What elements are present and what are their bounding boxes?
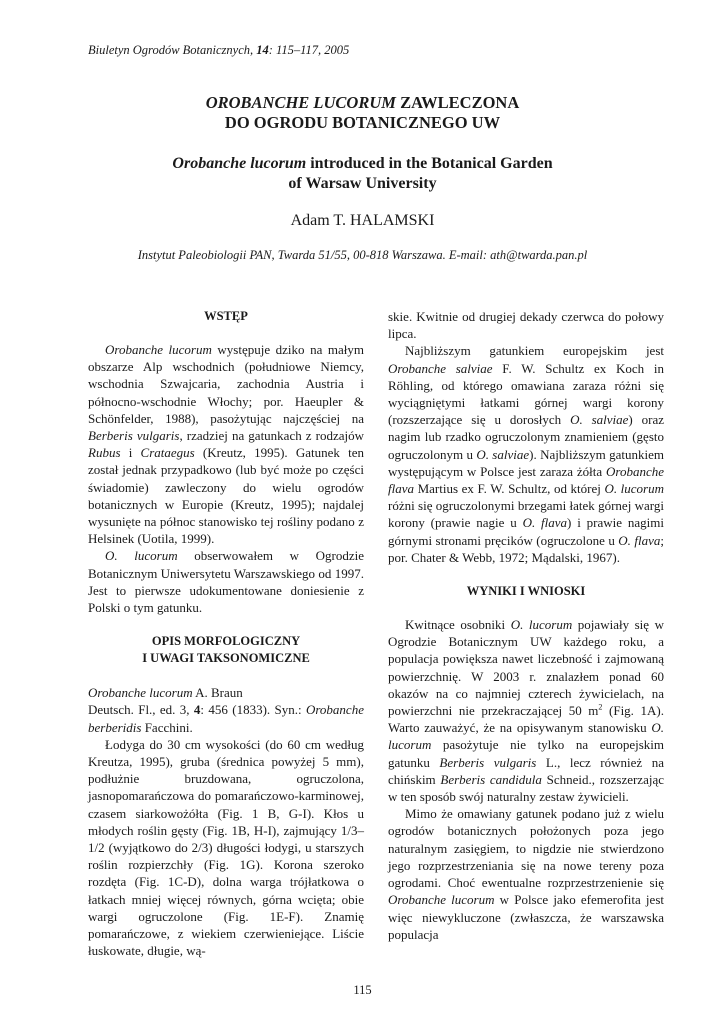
right-column [388, 308, 664, 943]
section-heading-wstep: WSTĘP [204, 309, 248, 323]
left-column [88, 308, 364, 960]
paragraph-morphology: Łodyga do 30 cm wysokości (do 60 cm według Kreutza, 1995), gruba (średnica powyżej 5 mm), podłużnie bruzdowana, ogruczolona, jasnopomarańczowa do pomarańczowo-karminowej, czasem siarkowożółta (Fig. 1 B, G-I). Kłos u młodych roślin gęsty (Fig. 1B, H-I), zajmujący 1/3–1/2 (wyjątkowo do 2/3) długości łodygi, u starszych roślin rozpierzchły (Fig. 1G). Korona szeroko rozdęta (Fig. 1C-D), dolna warga trójłatkowa o łatkach mniej więcej równych, górna wcięta; obie wargi ogruczolone (Fig. 1E-F). Znamię pomarańczowe, z wiekiem czerwieniejące. Liście łuskowate, długie, wą- [88, 736, 364, 959]
page-number: 115 [353, 983, 372, 997]
paragraph-taxonomy: Najbliższym gatunkiem europejskim jest Orobanche salviae F. W. Schultz ex Koch in Röhling, od którego omawiana zaraza różni się wyciągniętymi łatkami górnej wargi korony (rozszerzające się u dorosłych O. salviae) oraz nagim lub rzadko ogruczolonym znamieniem (gęsto ogruczolonym u O. salviae). Najbliższym gatunkiem występującym w Polsce jest zaraza żółta Orobanche flava Martius ex F. W. Schultz, od której O. lucorum różni się ogruczolonymi brzegami łatek górnej wargi korony (prawie nagie u O. flava) i prawie nagimi górnymi stronami pręcików (ogruczolone u O. flava; por. Chater & Webb, 1972; Mądalski, 1967). [388, 343, 665, 565]
title-english: Orobanche lucorum introduced in the Botanical Garden of Warsaw University [172, 155, 553, 192]
paragraph-intro-2: O. lucorum obserwowałem w Ogrodzie Botanicznym Uniwersytetu Warszawskiego od 1997. Jest to pierwsze udokumentowane doniesienie z Polski o tym gatunku. [88, 548, 364, 616]
author-affiliation: Instytut Paleobiologii PAN, Twarda 51/55, 00-818 Warszawa. E-mail: ath@twarda.pan.pl [137, 248, 588, 262]
paragraph-results-1: Kwitnące osobniki O. lucorum pojawiały się w Ogrodzie Botanicznym UW każdego roku, a populacja powiększa nawet liczebność i zajmowaną powierzchnię. W 2003 r. znalazłem ponad 60 okazów na co najmniej czterech żywicielach, na powierzchni nie przekraczającej 50 $m^2$ (Fig. 1A). Warto zauważyć, że na opisywanym stanowisku O. lucorum pasożytuje nie tylko na europejskim gatunku Berberis vulgaris L., lecz również na chińskim Berberis candidula Schneid., rozszerzając w ten sposób swój naturalny zestaw żywicieli. [388, 617, 665, 805]
species-citation: Deutsch. Fl., ed. 3, 4: 456 (1833). Syn.: Orobanche berberidis Facchini. [88, 702, 364, 735]
paragraph-morphology-cont: skie. Kwitnie od drugiej dekady czerwca do połowy lipca. [388, 309, 664, 342]
paragraph-results-2: Mimo że omawiany gatunek podano już z wielu ogrodów botanicznych położonych poza jego naturalnym zasięgiem, to nigdzie nie stwierdzono jego rozprzestrzeniania się na nowe tereny poza ogrodami. Choć ewentualne rozprzestrzenienie się Orobanche lucorum w Polsce jako efemerofita jest więc niewykluczone (zwłaszcza, że warszawska populacja [388, 806, 664, 942]
volume-number: 14 [256, 43, 269, 57]
section-heading-wyniki: WYNIKI I WNIOSKI [466, 584, 586, 599]
journal-citation: Biuletyn Ogrodów Botanicznych, 14: 115–117, 2005 [88, 43, 350, 57]
species-name: Orobanche lucorum A. Braun [88, 685, 243, 701]
title-polish: OROBANCHE LUCORUM ZAWLECZONA DO OGRODU BOTANICZNEGO UW [205, 93, 520, 132]
author-name: Adam T. HALAMSKI [290, 212, 435, 229]
section-heading-opis: OPIS MORFOLOGICZNY I UWAGI TAKSONOMICZNE [142, 634, 310, 666]
paragraph-intro-1: Orobanche lucorum występuje dziko na małym obszarze Alp wschodnich (południowe Niemcy, wschodnia Szwajcaria, zachodnia Austria i północno-wschodnie Włochy; por. Haeupler & Schönfelder, 1988), pasożytując najczęściej na Berberis vulgaris, rzadziej na gatunkach z rodzajów Rubus i Crataegus (Kreutz, 1995). Gatunek ten został jednak przypadkowo (lub być może po części świadomie) zawleczony do wielu ogrodów botanicznych w Europie (Kreutz, 1995); najdalej wysunięte na północ stanowisko tej rośliny podano z Helsinek (Uotila, 1999). [88, 342, 364, 547]
